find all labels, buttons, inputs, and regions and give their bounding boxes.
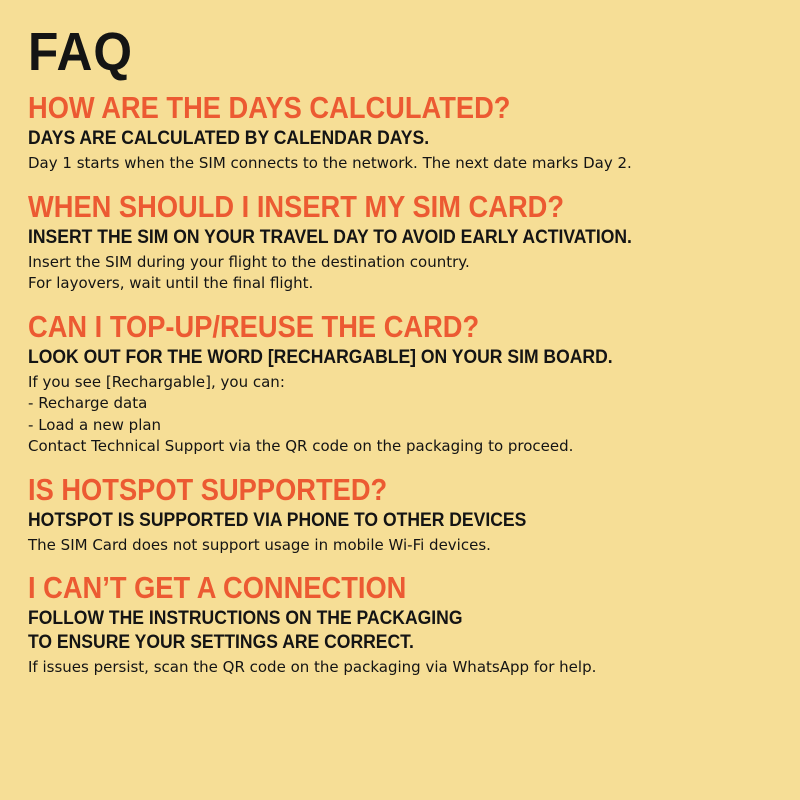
page-title: FAQ (28, 22, 133, 82)
answer-heading: TO ENSURE YOUR SETTINGS ARE CORRECT. (28, 631, 414, 653)
answer-heading: LOOK OUT FOR THE WORD [RECHARGABLE] ON YOUR SIM BOARD. (28, 345, 613, 368)
faq-item-insert-sim (28, 189, 788, 295)
faq-item-days (28, 90, 788, 175)
detail-text: The SIM Card does not support usage in mobile Wi-Fi devices. (28, 535, 491, 554)
question: CAN I TOP-UP/REUSE THE CARD? (28, 308, 480, 344)
faq-item-top-up (28, 309, 788, 458)
question: WHEN SHOULD I INSERT MY SIM CARD? (28, 188, 565, 224)
faq-page (28, 22, 788, 693)
detail-text: Contact Technical Support via the QR code on the packaging to proceed. (28, 437, 574, 455)
detail-text: For layovers, wait until the final flight. (28, 274, 314, 292)
question: I CAN’T GET A CONNECTION (28, 570, 407, 605)
detail-text: If you see [Rechargable], you can: (28, 372, 285, 391)
answer-heading: DAYS ARE CALCULATED BY CALENDAR DAYS. (28, 127, 430, 149)
detail-text: If issues persist, scan the QR code on the packaging via WhatsApp for help. (28, 658, 597, 676)
question: IS HOTSPOT SUPPORTED? (28, 471, 388, 507)
faq-item-connection (28, 570, 788, 679)
detail-text: Insert the SIM during your flight to the destination country. (28, 252, 470, 271)
answer-heading: INSERT THE SIM ON YOUR TRAVEL DAY TO AVOID EARLY ACTIVATION. (28, 225, 632, 248)
bullet-item: - Recharge data (28, 393, 788, 415)
answer-heading: HOTSPOT IS SUPPORTED VIA PHONE TO OTHER DEVICES (28, 508, 527, 531)
faq-item-hotspot (28, 472, 788, 557)
bullet-item: - Load a new plan (28, 415, 788, 437)
detail-text: Day 1 starts when the SIM connects to the network. The next date marks Day 2. (28, 154, 632, 172)
question: HOW ARE THE DAYS CALCULATED? (28, 90, 511, 125)
answer-heading: FOLLOW THE INSTRUCTIONS ON THE PACKAGING (28, 607, 463, 629)
